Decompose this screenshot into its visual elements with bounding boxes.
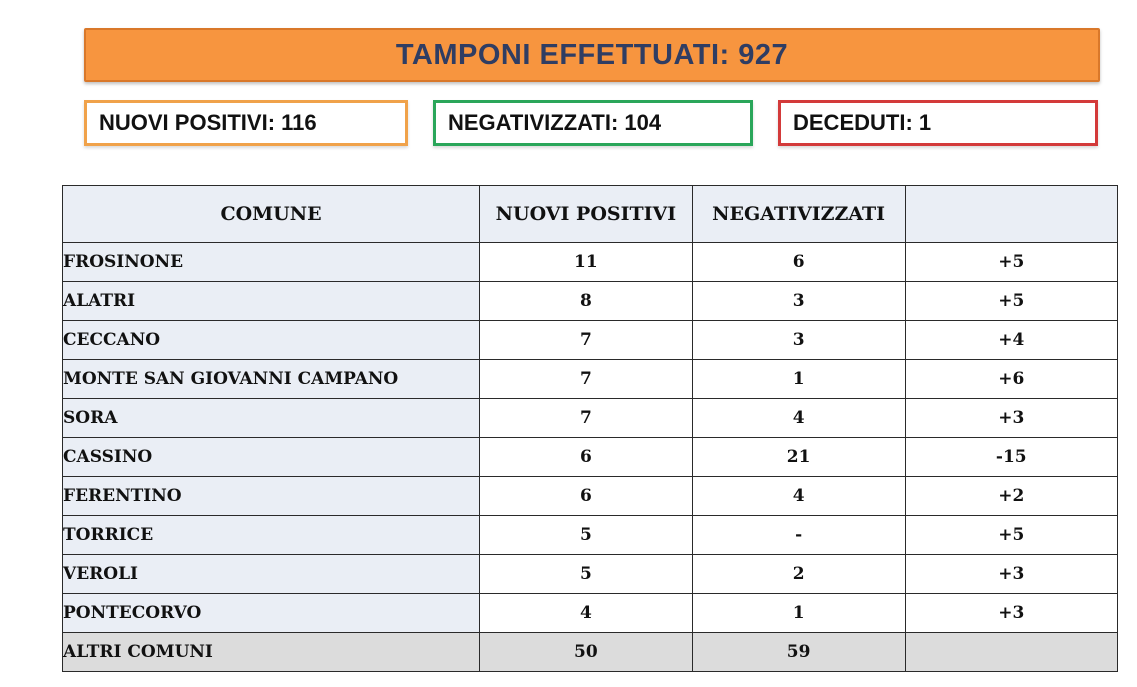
positivi-cell: 7 xyxy=(480,360,693,399)
header-differenza xyxy=(905,186,1117,243)
differenza-cell: +5 xyxy=(905,516,1117,555)
positivi-cell: 7 xyxy=(480,399,693,438)
differenza-cell: +5 xyxy=(905,282,1117,321)
differenza-cell: +3 xyxy=(905,399,1117,438)
comune-cell: ALTRI COMUNI xyxy=(63,633,480,672)
positivi-cell: 6 xyxy=(480,438,693,477)
comune-cell: PONTECORVO xyxy=(63,594,480,633)
negativizzati-cell: 21 xyxy=(692,438,905,477)
comune-cell: TORRICE xyxy=(63,516,480,555)
positivi-cell: 6 xyxy=(480,477,693,516)
positivi-cell: 5 xyxy=(480,555,693,594)
negativizzati-cell: 2 xyxy=(692,555,905,594)
comune-cell: CECCANO xyxy=(63,321,480,360)
negativizzati-cell: 59 xyxy=(692,633,905,672)
comune-cell: FERENTINO xyxy=(63,477,480,516)
table-row xyxy=(63,282,1118,321)
positivi-cell: 8 xyxy=(480,282,693,321)
differenza-cell: +3 xyxy=(905,594,1117,633)
negativizzati-cell: 3 xyxy=(692,282,905,321)
positivi-cell: 50 xyxy=(480,633,693,672)
negativizzati-cell: 4 xyxy=(692,399,905,438)
table-row xyxy=(63,360,1118,399)
negativizzati-cell: 3 xyxy=(692,321,905,360)
comuni-table xyxy=(62,185,1118,672)
comune-cell: MONTE SAN GIOVANNI CAMPANO xyxy=(63,360,480,399)
differenza-cell: +6 xyxy=(905,360,1117,399)
negativizzati-cell: 6 xyxy=(692,243,905,282)
differenza-cell xyxy=(905,633,1117,672)
differenza-cell: +3 xyxy=(905,555,1117,594)
table-row xyxy=(63,243,1118,282)
positivi-cell: 7 xyxy=(480,321,693,360)
negativizzati-cell: 1 xyxy=(692,360,905,399)
negativizzati-cell: - xyxy=(692,516,905,555)
positivi-cell: 4 xyxy=(480,594,693,633)
deceduti-box: DECEDUTI: 1 xyxy=(778,100,1098,146)
positivi-cell: 11 xyxy=(480,243,693,282)
differenza-cell: -15 xyxy=(905,438,1117,477)
table-row xyxy=(63,594,1118,633)
table-row-altri-comuni xyxy=(63,633,1118,672)
table-row xyxy=(63,399,1118,438)
table-row xyxy=(63,438,1118,477)
differenza-cell: +5 xyxy=(905,243,1117,282)
table-row xyxy=(63,516,1118,555)
negativizzati-cell: 4 xyxy=(692,477,905,516)
table-row xyxy=(63,477,1118,516)
header-comune: COMUNE xyxy=(63,186,480,243)
nuovi-positivi-box: NUOVI POSITIVI: 116 xyxy=(84,100,408,146)
positivi-cell: 5 xyxy=(480,516,693,555)
comune-cell: SORA xyxy=(63,399,480,438)
comune-cell: VEROLI xyxy=(63,555,480,594)
differenza-cell: +2 xyxy=(905,477,1117,516)
comune-cell: ALATRI xyxy=(63,282,480,321)
header-nuovi-positivi: NUOVI POSITIVI xyxy=(480,186,693,243)
table-header-row xyxy=(63,186,1118,243)
header-negativizzati: NEGATIVIZZATI xyxy=(692,186,905,243)
table-row xyxy=(63,321,1118,360)
differenza-cell: +4 xyxy=(905,321,1117,360)
table-row xyxy=(63,555,1118,594)
comune-cell: FROSINONE xyxy=(63,243,480,282)
negativizzati-box: NEGATIVIZZATI: 104 xyxy=(433,100,753,146)
comune-cell: CASSINO xyxy=(63,438,480,477)
tamponi-banner: TAMPONI EFFETTUATI: 927 xyxy=(84,28,1100,82)
negativizzati-cell: 1 xyxy=(692,594,905,633)
